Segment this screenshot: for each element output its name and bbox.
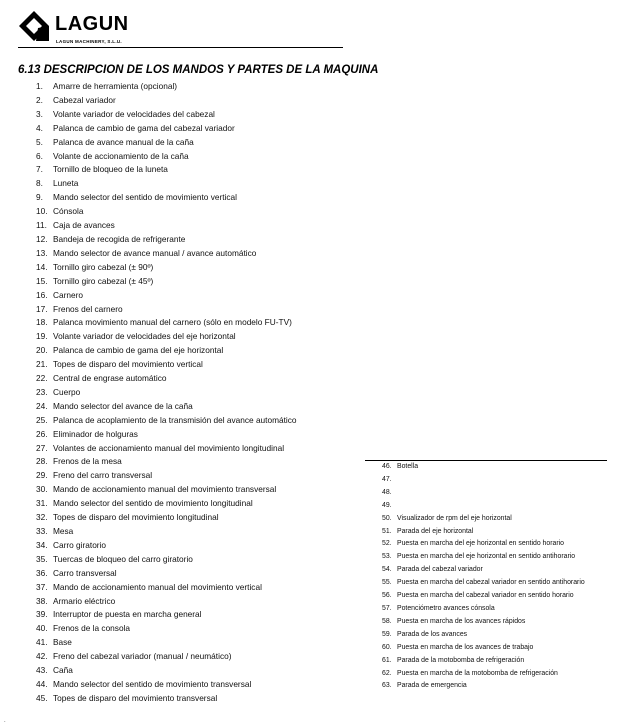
item-number: 14. bbox=[36, 261, 48, 272]
item-text: Carro transversal bbox=[53, 567, 117, 578]
list-item bbox=[36, 316, 297, 330]
item-number: 52. bbox=[382, 540, 392, 548]
item-text: Tornillo giro cabezal (± 90º) bbox=[53, 261, 154, 272]
list-item bbox=[36, 205, 297, 219]
item-number: 53. bbox=[382, 553, 392, 561]
item-number: 17. bbox=[36, 303, 48, 314]
list-item bbox=[36, 553, 297, 567]
item-text: Mando selector del avance de la caña bbox=[53, 400, 193, 411]
item-number: 49. bbox=[382, 501, 392, 509]
item-text: Topes de disparo del movimiento transversal bbox=[53, 692, 218, 703]
item-text: Interruptor de puesta en marcha general bbox=[53, 609, 202, 620]
item-number: 12. bbox=[36, 233, 48, 244]
item-number: 29. bbox=[36, 470, 48, 481]
item-text: Puesta en marcha del eje horizontal en sentido horario bbox=[397, 540, 565, 548]
parts-list-left bbox=[36, 80, 297, 706]
list-item bbox=[36, 191, 297, 205]
item-number: 61. bbox=[382, 656, 392, 664]
list-item bbox=[36, 219, 297, 233]
list-item bbox=[36, 289, 297, 303]
item-number: 34. bbox=[36, 539, 48, 550]
item-number: 27. bbox=[36, 442, 48, 453]
item-number: 36. bbox=[36, 567, 48, 578]
item-text: Mando selector del sentido de movimiento vertical bbox=[53, 192, 238, 203]
item-text: Topes de disparo del movimiento longitudinal bbox=[53, 512, 219, 523]
list-item bbox=[382, 500, 585, 513]
item-text: Cónsola bbox=[53, 206, 84, 217]
item-number: 10. bbox=[36, 206, 48, 217]
list-item bbox=[382, 655, 585, 668]
list-item bbox=[36, 608, 297, 622]
item-number: 23. bbox=[36, 386, 48, 397]
list-item bbox=[36, 414, 297, 428]
list-item bbox=[36, 386, 297, 400]
list-item bbox=[382, 680, 585, 693]
item-text: Potenciómetro avances cónsola bbox=[397, 604, 495, 612]
item-text: Palanca movimiento manual del carnero (sólo en modelo FU-TV) bbox=[53, 317, 292, 328]
list-item bbox=[36, 400, 297, 414]
list-item bbox=[36, 581, 297, 595]
item-number: 9. bbox=[36, 192, 43, 203]
item-number: 51. bbox=[382, 527, 392, 535]
list-item bbox=[382, 590, 585, 603]
item-number: 57. bbox=[382, 604, 392, 612]
item-number: 35. bbox=[36, 553, 48, 564]
item-text: Parada del cabezal variador bbox=[397, 566, 483, 574]
item-text: Mando selector del sentido de movimiento transversal bbox=[53, 678, 252, 689]
item-number: 4. bbox=[36, 122, 43, 133]
item-number: 56. bbox=[382, 592, 392, 600]
item-number: 62. bbox=[382, 669, 392, 677]
item-text: Parada del eje horizontal bbox=[397, 527, 474, 535]
item-text: Topes de disparo del movimiento vertical bbox=[53, 359, 203, 370]
item-number: 3. bbox=[36, 108, 43, 119]
item-number: 19. bbox=[36, 331, 48, 342]
list-item bbox=[382, 629, 585, 642]
item-number: 33. bbox=[36, 526, 48, 536]
list-item bbox=[36, 567, 297, 581]
list-item bbox=[36, 303, 297, 317]
item-text: Palanca de avance manual de la caña bbox=[53, 136, 194, 147]
list-item bbox=[36, 428, 297, 442]
list-item bbox=[36, 525, 297, 539]
item-text: Mando selector del sentido de movimiento longitudinal bbox=[53, 498, 253, 509]
item-text: Palanca de cambio de gama del eje horizontal bbox=[53, 345, 224, 356]
item-number: 39. bbox=[36, 609, 48, 620]
item-text: Central de engrase automático bbox=[53, 373, 167, 384]
item-number: 25. bbox=[36, 414, 48, 425]
section-title: 6.13 DESCRIPCION DE LOS MANDOS Y PARTES DE LA MAQUINA bbox=[18, 64, 379, 76]
list-item bbox=[382, 564, 585, 577]
item-text: Amarre de herramienta (opcional) bbox=[53, 81, 178, 91]
item-number: 13. bbox=[36, 247, 48, 258]
item-text: Frenos de la mesa bbox=[53, 456, 122, 467]
item-number: 59. bbox=[382, 630, 392, 638]
item-text: Mando de accionamiento manual del movimiento vertical bbox=[53, 581, 262, 592]
list-item bbox=[36, 650, 297, 664]
item-text: Volante variador de velocidades del eje horizontal bbox=[53, 331, 236, 342]
list-item bbox=[36, 539, 297, 553]
item-number: 55. bbox=[382, 579, 392, 587]
list-item bbox=[36, 622, 297, 636]
item-number: 6. bbox=[36, 150, 43, 161]
item-number: 38. bbox=[36, 595, 48, 606]
list-item bbox=[382, 487, 585, 500]
item-number: 45. bbox=[36, 692, 48, 703]
list-item bbox=[36, 122, 297, 136]
list-item bbox=[382, 603, 585, 616]
list-item bbox=[36, 247, 297, 261]
item-text: Puesta en marcha de los avances de trabajo bbox=[397, 643, 534, 651]
item-number: 46. bbox=[382, 463, 392, 470]
list-item bbox=[382, 551, 585, 564]
item-number: 44. bbox=[36, 678, 48, 689]
list-item bbox=[36, 330, 297, 344]
item-number: 21. bbox=[36, 359, 48, 370]
brand-subtitle: LAGUN MACHINERY, S.L.U. bbox=[56, 39, 122, 44]
item-text: Parada de la motobomba de refrigeración bbox=[397, 656, 525, 664]
list-item bbox=[36, 358, 297, 372]
item-number: 2. bbox=[36, 94, 43, 105]
list-item bbox=[36, 136, 297, 150]
list-item bbox=[36, 636, 297, 650]
item-number: 43. bbox=[36, 665, 48, 676]
item-number: 8. bbox=[36, 178, 43, 189]
item-text: Mando selector de avance manual / avance automático bbox=[53, 247, 257, 258]
item-text: Palanca de cambio de gama del cabezal variador bbox=[53, 122, 235, 133]
item-text: Parada de emergencia bbox=[397, 682, 467, 690]
list-item bbox=[36, 80, 297, 94]
list-item bbox=[36, 483, 297, 497]
list-item bbox=[36, 275, 297, 289]
list-item bbox=[36, 261, 297, 275]
list-item bbox=[36, 692, 297, 706]
item-number: 11. bbox=[36, 220, 47, 231]
list-item bbox=[382, 577, 585, 590]
item-text: Puesta en marcha del cabezal variador en sentido antihorario bbox=[397, 579, 585, 587]
item-number: 30. bbox=[36, 484, 48, 495]
brand-name: LAGUN bbox=[55, 13, 129, 35]
item-text: Tuercas de bloqueo del carro giratorio bbox=[53, 553, 193, 564]
item-text: Puesta en marcha del eje horizontal en sentido antihorario bbox=[397, 553, 576, 561]
item-number: 58. bbox=[382, 617, 392, 625]
item-number: 28. bbox=[36, 456, 48, 467]
list-item bbox=[382, 668, 585, 681]
item-text: Puesta en marcha del cabezal variador en sentido horario bbox=[397, 592, 574, 600]
list-item bbox=[382, 474, 585, 487]
item-number: 20. bbox=[36, 345, 48, 356]
list-item bbox=[36, 497, 297, 511]
list-item bbox=[36, 150, 297, 164]
item-text: Frenos del carnero bbox=[53, 303, 123, 314]
item-number: 32. bbox=[36, 512, 48, 523]
item-text: Volante variador de velocidades del cabezal bbox=[53, 108, 215, 119]
item-text: Tornillo de bloqueo de la luneta bbox=[53, 164, 168, 175]
item-number: 5. bbox=[36, 136, 43, 147]
item-number: 31. bbox=[36, 498, 48, 509]
list-item bbox=[36, 372, 297, 386]
item-number: 40. bbox=[36, 623, 48, 634]
item-number: 1. bbox=[36, 81, 43, 91]
list-item bbox=[36, 595, 297, 609]
item-text: Parada de los avances bbox=[397, 630, 468, 638]
item-text: Carnero bbox=[53, 289, 83, 300]
item-text: Cuerpo bbox=[53, 386, 81, 397]
list-item bbox=[36, 94, 297, 108]
item-text: Cabezal variador bbox=[53, 94, 116, 105]
item-text: Tornillo giro cabezal (± 45º) bbox=[53, 275, 154, 286]
item-text: Puesta en marcha de los avances rápidos bbox=[397, 617, 526, 625]
list-item bbox=[36, 469, 297, 483]
item-text: Caja de avances bbox=[53, 220, 115, 231]
item-text: Armario eléctrico bbox=[53, 595, 116, 606]
item-number: 18. bbox=[36, 317, 48, 328]
item-text: Volante de accionamiento de la caña bbox=[53, 150, 189, 161]
list-item bbox=[382, 461, 585, 474]
item-text: Puesta en marcha de la motobomba de refrigeración bbox=[397, 669, 558, 677]
list-item bbox=[36, 233, 297, 247]
list-item bbox=[36, 455, 297, 469]
item-text: Eliminador de holguras bbox=[53, 428, 138, 439]
item-number: 7. bbox=[36, 164, 43, 175]
item-text: Carro giratorio bbox=[53, 539, 107, 550]
parts-list-right bbox=[382, 461, 585, 693]
item-text: Volantes de accionamiento manual del movimiento longitudinal bbox=[53, 442, 285, 453]
list-item bbox=[36, 108, 297, 122]
item-number: 26. bbox=[36, 428, 48, 439]
list-item bbox=[36, 344, 297, 358]
list-item bbox=[382, 513, 585, 526]
list-item bbox=[36, 163, 297, 177]
item-text: Bandeja de recogida de refrigerante bbox=[53, 233, 186, 244]
list-item bbox=[36, 664, 297, 678]
item-text: Palanca de acoplamiento de la transmisión del avance automático bbox=[53, 414, 297, 425]
item-number: 63. bbox=[382, 682, 392, 690]
item-number: 22. bbox=[36, 373, 48, 384]
item-number: 54. bbox=[382, 566, 392, 574]
item-text: Base bbox=[53, 637, 72, 648]
item-number: 60. bbox=[382, 643, 392, 651]
item-number: 48. bbox=[382, 488, 392, 496]
item-number: 37. bbox=[36, 581, 48, 592]
lagun-logo-mark bbox=[18, 10, 50, 42]
item-text: Frenos de la consola bbox=[53, 623, 131, 634]
item-text: Freno del cabezal variador (manual / neumático) bbox=[53, 651, 232, 662]
item-text: Visualizador de rpm del eje horizontal bbox=[397, 514, 512, 522]
list-item bbox=[36, 442, 297, 456]
item-number: 24. bbox=[36, 400, 48, 411]
item-text: Mesa bbox=[53, 526, 74, 536]
list-item bbox=[36, 511, 297, 525]
item-text: Botella bbox=[397, 463, 419, 470]
list-item bbox=[382, 642, 585, 655]
item-number: 47. bbox=[382, 475, 392, 483]
header-rule bbox=[18, 47, 343, 48]
item-number: 41. bbox=[36, 637, 48, 648]
list-item bbox=[382, 526, 585, 539]
item-number: 15. bbox=[36, 275, 48, 286]
item-number: 16. bbox=[36, 289, 48, 300]
list-item bbox=[382, 538, 585, 551]
list-item bbox=[36, 678, 297, 692]
item-text: Caña bbox=[53, 665, 73, 676]
item-text: Mando de accionamiento manual del movimiento transversal bbox=[53, 484, 277, 495]
list-item bbox=[36, 177, 297, 191]
item-number: 50. bbox=[382, 514, 392, 522]
item-text: Freno del carro transversal bbox=[53, 470, 153, 481]
item-text: Luneta bbox=[53, 178, 79, 189]
corner-mark: . bbox=[4, 718, 6, 724]
list-item bbox=[382, 616, 585, 629]
item-number: 42. bbox=[36, 651, 48, 662]
